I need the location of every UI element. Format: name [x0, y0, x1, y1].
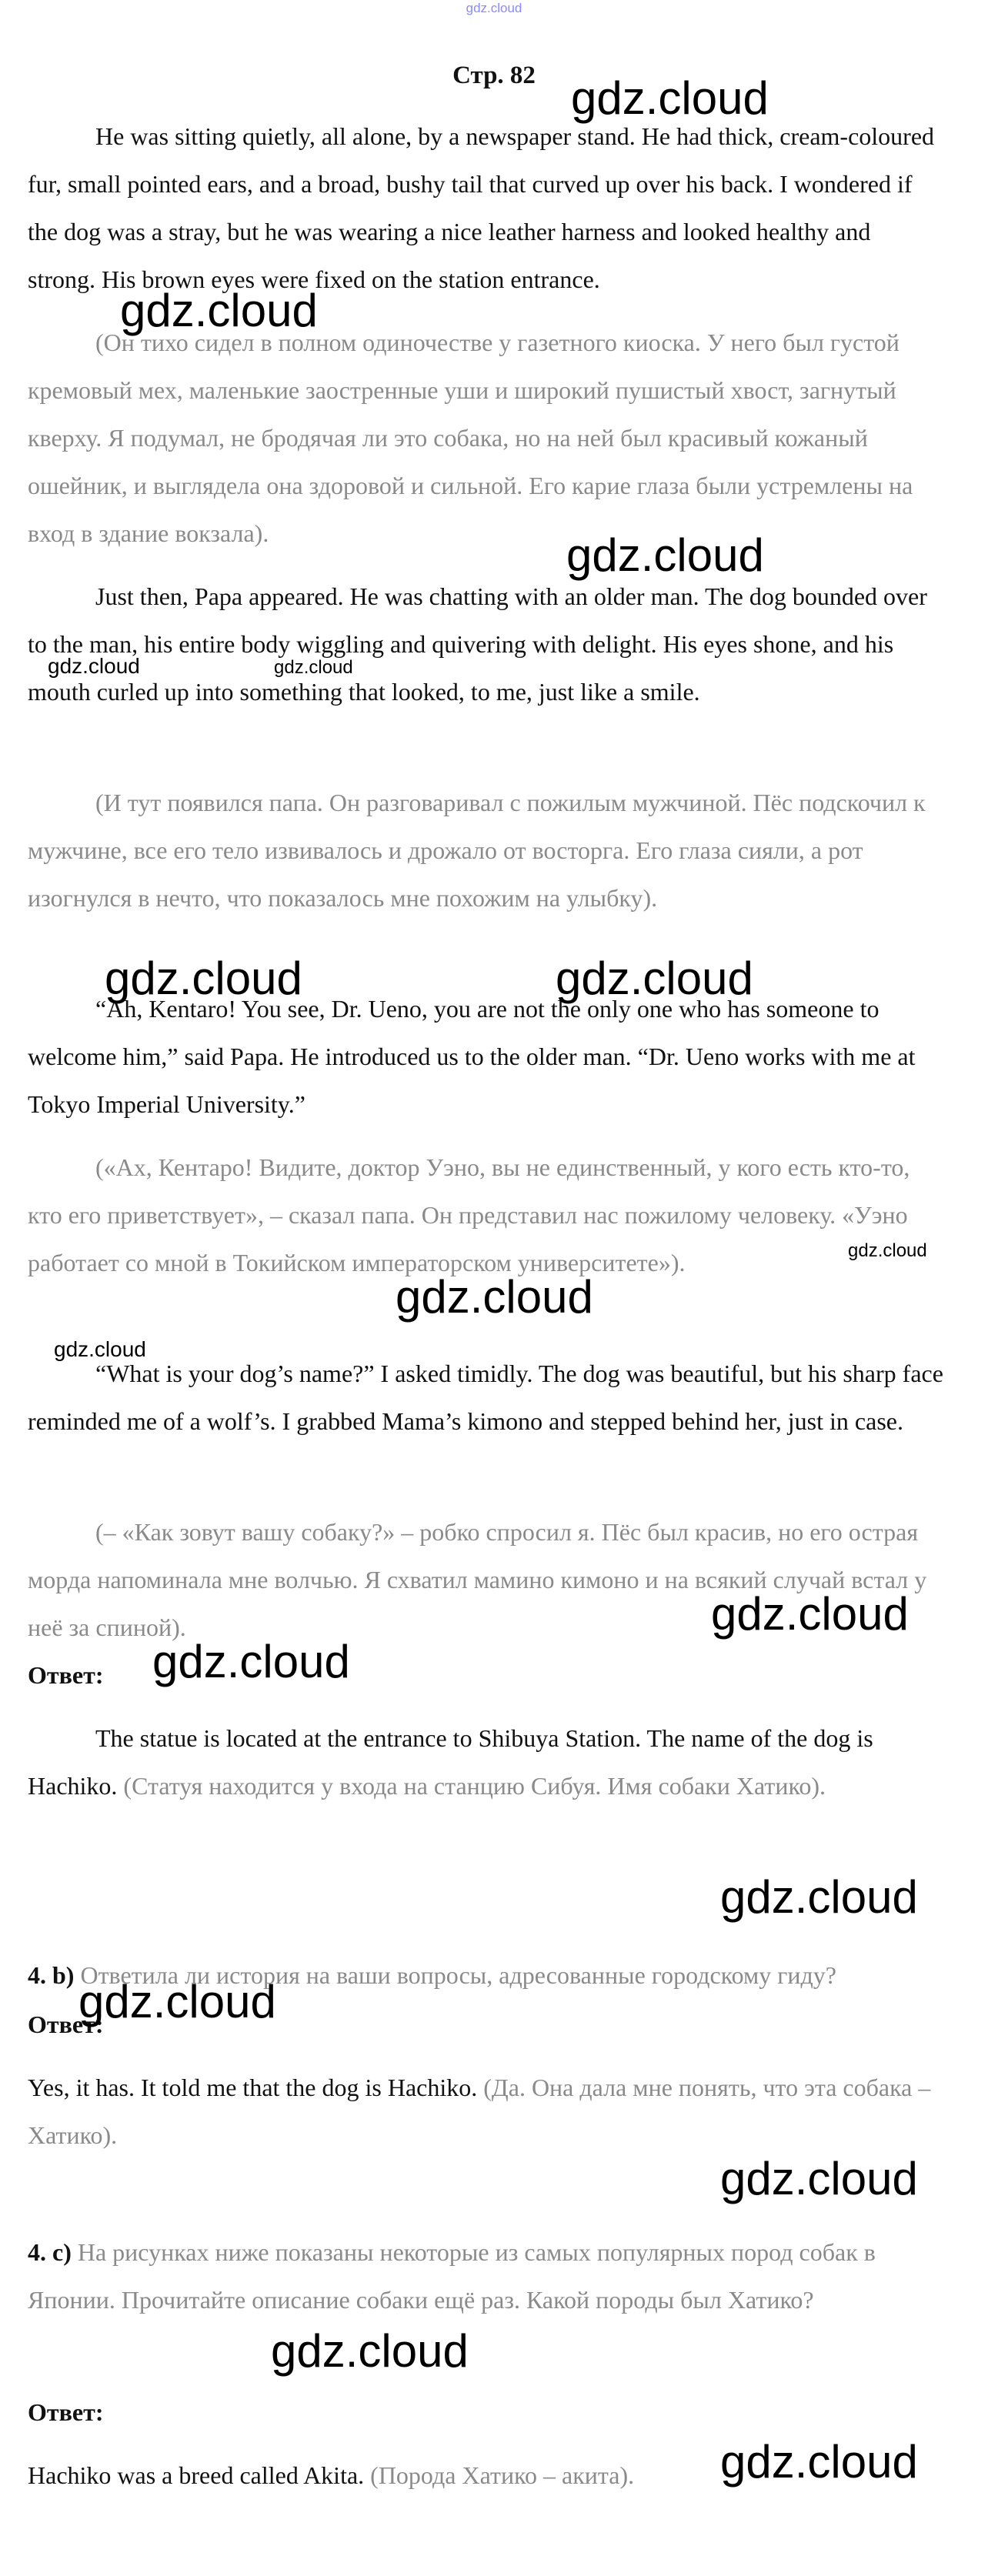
watermark: gdz.cloud	[720, 2436, 918, 2488]
task-4b-number: 4. b)	[28, 1961, 75, 1989]
watermark: gdz.cloud	[396, 1271, 593, 1323]
task-4c-question	[28, 2228, 943, 2324]
paragraph-2-english: Just then, Papa appeared. He was chatting with an older man. The dog bounded over to the man, his entire body wiggling and quivering with delight. His eyes shone, and his mouth curled up into something that looked, to me, just like a smile.	[28, 582, 927, 706]
paragraph-3-translation: («Ах, Кентаро! Видите, доктор Уэно, вы не единственный, у кого есть кто-то, кто его приветствует», – сказал папа. Он представил нас пожилому человеку. «Уэно работает со мной в Токийском императорском университете»).	[28, 1153, 910, 1276]
watermark: gdz.cloud	[720, 2153, 918, 2204]
header-watermark: gdz.cloud	[466, 1, 522, 15]
paragraph-4-translation: (– «Как зовут вашу собаку?» – робко спросил я. Пёс был красив, но его острая морда напоминала мне волчью. Я схватил мамино кимоно и на всякий случай встал у неё за спиной).	[28, 1518, 927, 1641]
watermark: gdz.cloud	[48, 654, 140, 678]
task-4b-question	[28, 1951, 943, 1999]
task-4b-question-text: Ответила ли история на ваши вопросы, адресованные городскому гиду?	[80, 1961, 836, 1989]
paragraph-4-english: “What is your dog’s name?” I asked timidly. The dog was beautiful, but his sharp face reminded me of a wolf’s. I grabbed Mama’s kimono and stepped behind her, just in case.	[28, 1360, 943, 1435]
watermark: gdz.cloud	[274, 657, 353, 678]
answer-4c-translation: (Порода Хатико – акита).	[370, 2461, 635, 2489]
task-4c-number: 4. c)	[28, 2238, 72, 2266]
watermark: gdz.cloud	[54, 1337, 146, 1361]
watermark: gdz.cloud	[120, 285, 318, 336]
watermark: gdz.cloud	[556, 953, 753, 1004]
watermark: gdz.cloud	[566, 529, 764, 581]
paragraph-3-english: “Ah, Kentaro! You see, Dr. Ueno, you are not the only one who has someone to welcome him,” said Papa. He introduced us to the older man. “Dr. Ueno works with me at Tokyo Imperial University.”	[28, 995, 916, 1118]
page-title: Стр. 82	[452, 62, 536, 89]
answer-1-translation: (Статуя находится у входа на станцию Сибуя. Имя собаки Хатико).	[123, 1772, 826, 1800]
paragraph-2-translation: (И тут появился папа. Он разговаривал с пожилым мужчиной. Пёс подскочил к мужчине, все его тело извивалось и дрожало от восторга. Его глаза сияли, а рот изогнулся в нечто, что показалось мне похожим на улыбку).	[28, 789, 926, 912]
watermark: gdz.cloud	[720, 1871, 918, 1923]
watermark: gdz.cloud	[105, 953, 302, 1004]
watermark: gdz.cloud	[271, 2325, 469, 2377]
watermark: gdz.cloud	[78, 1976, 276, 2027]
paragraph-1-english: He was sitting quietly, all alone, by a newspaper stand. He had thick, cream-coloured fur, small pointed ears, and a broad, bushy tail that curved up over his back. I wondered if the dog was a stray, but he was wearing a nice leather harness and looked healthy and strong. His brown eyes were fixed on the station entrance.	[28, 122, 935, 293]
task-4c-question-text: На рисунках ниже показаны некоторые из самых популярных пород собак в Японии. Прочитайте описание собаки ещё раз. Какой породы был Хатико?	[28, 2238, 876, 2314]
answer-label-2: Ответ:	[28, 2010, 104, 2038]
watermark: gdz.cloud	[571, 72, 769, 124]
answer-1-english: The statue is located at the entrance to Shibuya Station. The name of the dog is Hachiko.	[28, 1724, 873, 1800]
answer-label-1: Ответ:	[28, 1661, 104, 1689]
answer-4c	[28, 2451, 943, 2499]
paragraph-1-translation: (Он тихо сидел в полном одиночестве у газетного киоска. У него был густой кремовый мех, маленькие заостренные уши и широкий пушистый хвост, загнутый кверху. Я подумал, не бродячая ли это собака, но на ней был красивый кожаный ошейник, и выглядела она здоровой и сильной. Его карие глаза были устремлены на вход в здание вокзала).	[28, 329, 913, 547]
watermark: gdz.cloud	[711, 1588, 909, 1640]
watermark: gdz.cloud	[152, 1636, 350, 1687]
answer-4b-translation: (Да. Она дала мне понять, что эта собака – Хатико).	[28, 2074, 931, 2149]
answer-label-3: Ответ:	[28, 2398, 104, 2426]
watermark: gdz.cloud	[848, 1240, 927, 1261]
answer-1	[28, 1714, 943, 1810]
answer-4b	[28, 2064, 943, 2159]
answer-4b-english: Yes, it has. It told me that the dog is Hachiko.	[28, 2074, 478, 2101]
answer-4c-english: Hachiko was a breed called Akita.	[28, 2461, 365, 2489]
